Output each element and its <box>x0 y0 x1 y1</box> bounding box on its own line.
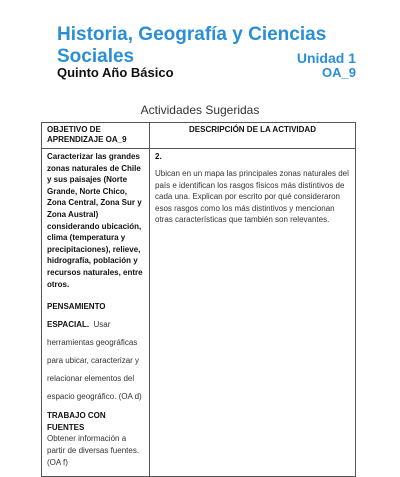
skill-sources-text: Obtener información a partir de diversas fuentes. (OA f) <box>47 434 140 467</box>
skill-spatial-heading: PENSAMIENTO ESPACIAL. <box>47 302 106 330</box>
skill-spatial <box>47 296 144 404</box>
skill-sources <box>47 410 144 468</box>
activities-table <box>41 122 356 477</box>
section-title: Actividades Sugeridas <box>140 103 260 117</box>
activity-column-header: DESCRIPCIÓN DE LA ACTIVIDAD <box>150 123 356 149</box>
objective-column-header: OBJETIVO DE APRENDIZAJE OA_9 <box>42 123 150 149</box>
table-row <box>42 149 356 477</box>
objective-cell <box>42 149 150 477</box>
unit-label: Unidad 1 <box>296 50 356 66</box>
activity-description: Ubican en un mapa las principales zonas naturales del país e identifican los rasgos físicos más distintivos de cada una. Explican por escrito por qué consideraron esos rasgos como los más distintivos y mencionan otras características que también son relevantes. <box>155 169 349 225</box>
skill-spatial-text: Usar herramientas geográficas para ubicar, caracterizar y relacionar elementos del espacio geográfico. (OA d) <box>47 320 142 402</box>
oa-label: OA_9 <box>322 65 356 80</box>
objective-text: Caracterizar las grandes zonas naturales de Chile y sus paisajes (Norte Grande, Norte Chico, Zona Central, Zona Sur y Zona Austral) considerando ubicación, clima (temperatura y precipitaciones), relieve, hidrografía, población y recursos naturales, entre otros. <box>47 152 143 289</box>
document-title: Historia, Geografía y Ciencias Sociales <box>57 24 327 67</box>
skill-sources-heading: TRABAJO CON FUENTES <box>47 411 106 432</box>
activity-cell <box>150 149 356 477</box>
table-header-row <box>42 123 356 149</box>
activity-number: 2. <box>155 152 162 161</box>
grade-label: Quinto Año Básico <box>57 65 174 80</box>
